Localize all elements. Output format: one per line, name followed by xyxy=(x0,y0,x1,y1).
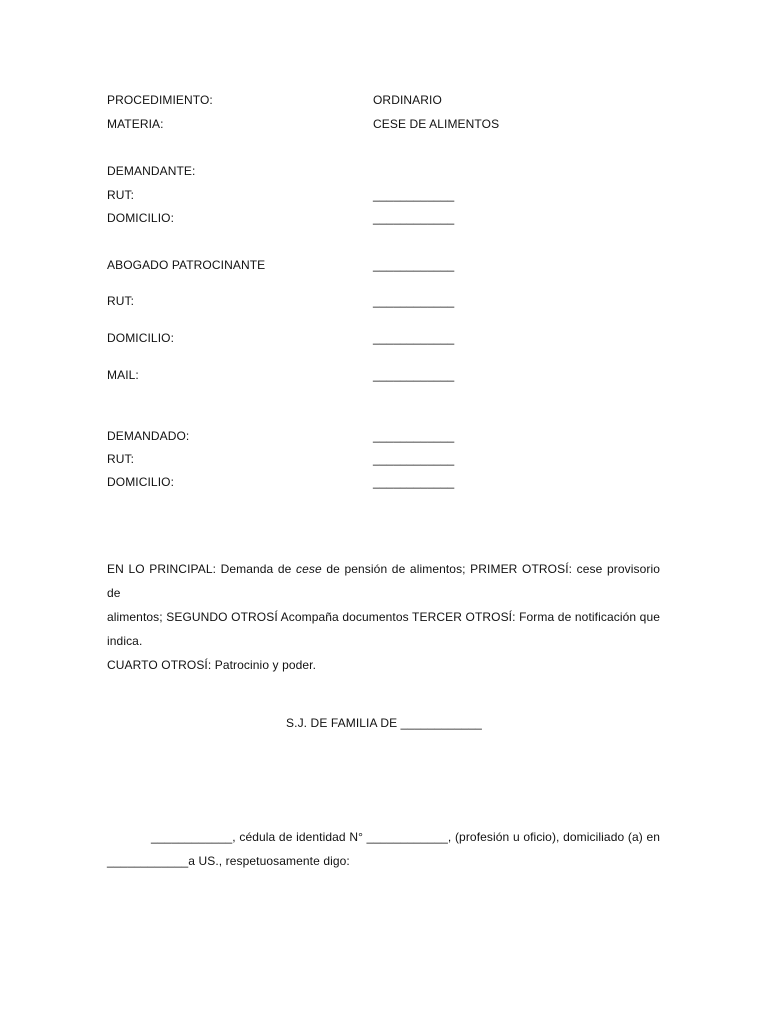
court-text: S.J. DE FAMILIA DE ____________ xyxy=(286,716,482,730)
abogado-row xyxy=(107,257,667,273)
demandante-rut-blank: ____________ xyxy=(373,188,455,202)
demandante-domicilio-blank: ____________ xyxy=(373,211,455,225)
intro-paragraph xyxy=(107,825,660,873)
intro-line-1: ____________, cédula de identidad N° ____________, (profesión u oficio), domiciliado (a) en xyxy=(151,830,660,844)
demandante-rut-label: RUT: xyxy=(107,188,135,202)
abogado-domicilio-row xyxy=(107,330,667,346)
demandado-rut-blank: ____________ xyxy=(373,452,455,466)
materia-label: MATERIA: xyxy=(107,117,164,131)
court-addressee xyxy=(0,715,768,731)
procedimiento-value: ORDINARIO xyxy=(373,93,442,107)
procedimiento-label: PROCEDIMIENTO: xyxy=(107,93,213,107)
demandado-domicilio-row xyxy=(107,474,667,490)
summary-line-1 xyxy=(107,557,660,605)
summary-paragraph xyxy=(107,557,660,677)
demandante-row xyxy=(107,163,667,179)
demandado-domicilio-blank: ____________ xyxy=(373,475,455,489)
summary-line-1-start: EN LO PRINCIPAL: Demanda de xyxy=(107,562,297,576)
demandado-label: DEMANDADO: xyxy=(107,429,190,443)
summary-line-3: CUARTO OTROSÍ: Patrocinio y poder. xyxy=(107,658,317,672)
abogado-mail-row xyxy=(107,367,667,383)
materia-value: CESE DE ALIMENTOS xyxy=(373,117,500,131)
demandado-rut-label: RUT: xyxy=(107,452,135,466)
abogado-blank: ____________ xyxy=(373,258,455,272)
demandado-row xyxy=(107,428,667,444)
abogado-rut-blank: ____________ xyxy=(373,294,455,308)
summary-line-1-emphasis: cese xyxy=(296,562,322,576)
demandante-rut-row xyxy=(107,187,667,203)
materia-row xyxy=(107,116,667,132)
demandado-domicilio-label: DOMICILIO: xyxy=(107,475,175,489)
intro-line-2: ____________a US., respetuosamente digo: xyxy=(107,854,350,868)
demandante-label: DEMANDANTE: xyxy=(107,164,196,178)
demandante-domicilio-row xyxy=(107,210,667,226)
abogado-label: ABOGADO PATROCINANTE xyxy=(107,258,266,272)
demandado-rut-row xyxy=(107,451,667,467)
abogado-mail-label: MAIL: xyxy=(107,368,139,382)
demandado-blank: ____________ xyxy=(373,429,455,443)
procedimiento-row xyxy=(107,92,667,108)
summary-line-2: alimentos; SEGUNDO OTROSÍ Acompaña documentos TERCER OTROSÍ: Forma de notificación que indica. xyxy=(107,610,660,648)
abogado-domicilio-label: DOMICILIO: xyxy=(107,331,175,345)
abogado-rut-label: RUT: xyxy=(107,294,135,308)
demandante-domicilio-label: DOMICILIO: xyxy=(107,211,175,225)
abogado-mail-blank: ____________ xyxy=(373,368,455,382)
summary-line-1-end: de pensión de alimentos; PRIMER OTROSÍ: cese provisorio de xyxy=(107,562,660,600)
abogado-domicilio-blank: ____________ xyxy=(373,331,455,345)
abogado-rut-row xyxy=(107,293,667,309)
